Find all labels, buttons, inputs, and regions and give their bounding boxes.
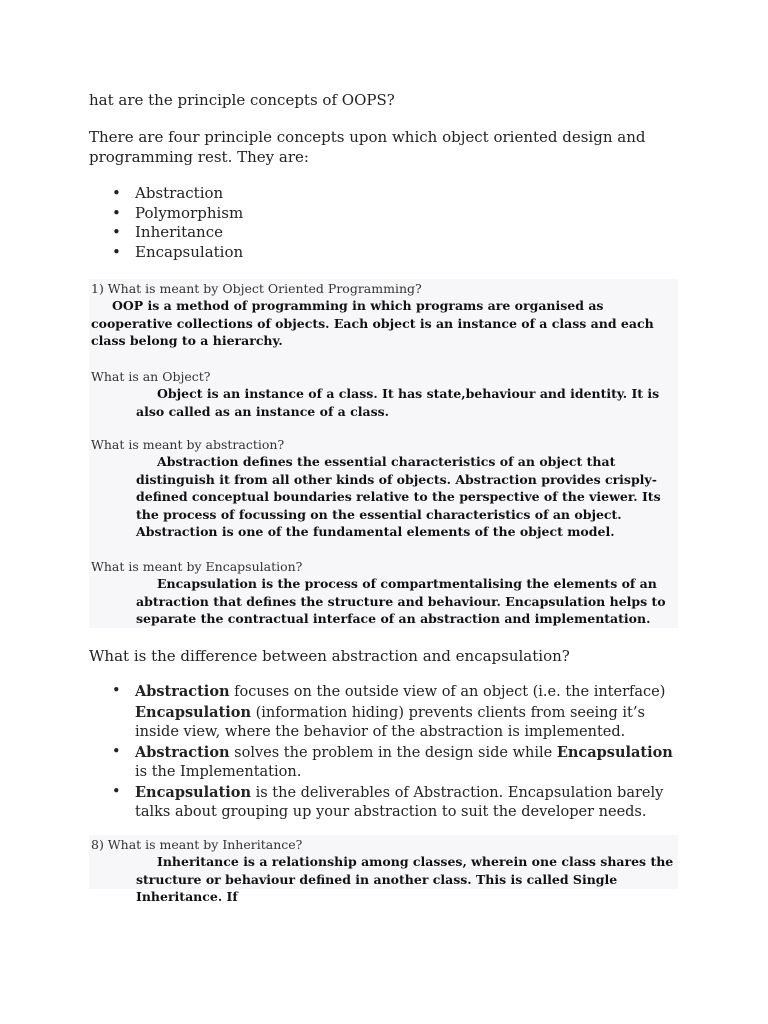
question-abstraction: What is meant by abstraction? xyxy=(91,437,285,452)
question-encapsulation: What is meant by Encapsulation? xyxy=(91,559,303,574)
answer-inheritance: Inheritance is a relationship among classes, wherein one class shares the structure or behaviour defined in another class. This is called Single Inheritance. If xyxy=(136,854,674,904)
qa-object xyxy=(91,368,675,420)
item-text: is the deliverables of Abstraction. Encapsulation barely talks about grouping up your abstraction to suit the developer needs. xyxy=(135,784,664,820)
list-item xyxy=(89,743,679,783)
list-item: • Inheritance xyxy=(89,223,489,243)
item-text: is the Implementation. xyxy=(135,764,302,780)
answer-abstraction: Abstraction defines the essential characteristics of an object that distinguish it from all other kinds of objects. Abstraction provides crisply-defined conceptual boundaries relative to the perspective of the viewer. Its the process of focussing on the essential characteristics of an object. Abstraction is one of the fundamental elements of the object model. xyxy=(136,454,661,539)
intro-paragraph xyxy=(89,127,709,167)
answer-object: Object is an instance of a class. It has state,behaviour and identity. It is also called as an instance of a class. xyxy=(136,386,660,419)
qa-inheritance xyxy=(91,836,675,904)
item-text: (information hiding) prevents clients from seeing it’s inside view, where the behavior of the abstraction is implemented. xyxy=(135,704,645,740)
question-inheritance: 8) What is meant by Inheritance? xyxy=(91,837,303,852)
term: Encapsulation xyxy=(135,783,251,801)
question-object: What is an Object? xyxy=(91,369,211,384)
intro-line-1: There are four principle concepts upon which object oriented design and xyxy=(89,128,646,146)
difference-list xyxy=(89,682,679,823)
list-item xyxy=(89,783,679,823)
list-item: • Encapsulation xyxy=(89,243,489,263)
difference-heading: What is the difference between abstraction and encapsulation? xyxy=(89,647,570,665)
item-text: focuses on the outside view of an object (i.e. the interface) xyxy=(229,684,666,700)
term: Abstraction xyxy=(135,743,230,761)
answer-oop: OOP is a method of programming in which programs are organised as cooperative collections of objects. Each object is an instance of a class and each class belong to a hierarchy. xyxy=(91,298,654,348)
page-title: hat are the principle concepts of OOPS? xyxy=(89,91,395,109)
answer-encapsulation: Encapsulation is the process of compartmentalising the elements of an abtraction that defines the structure and behaviour. Encapsulation helps to separate the contractual interface of an abstraction and implementation. xyxy=(136,576,666,626)
qa-oop xyxy=(91,280,675,350)
term: Abstraction xyxy=(135,683,230,700)
question-oop: 1) What is meant by Object Oriented Programming? xyxy=(91,281,422,296)
term: Encapsulation xyxy=(556,743,673,761)
qa-abstraction xyxy=(91,436,675,541)
qa-encapsulation xyxy=(91,558,681,628)
concept-list xyxy=(89,184,489,262)
list-item xyxy=(89,682,679,743)
list-item: • Polymorphism xyxy=(89,204,489,224)
intro-line-2: programming rest. They are: xyxy=(89,148,309,166)
list-item: • Abstraction xyxy=(89,184,489,204)
term: Encapsulation xyxy=(135,703,251,721)
item-text: solves the problem in the design side while xyxy=(229,744,557,761)
